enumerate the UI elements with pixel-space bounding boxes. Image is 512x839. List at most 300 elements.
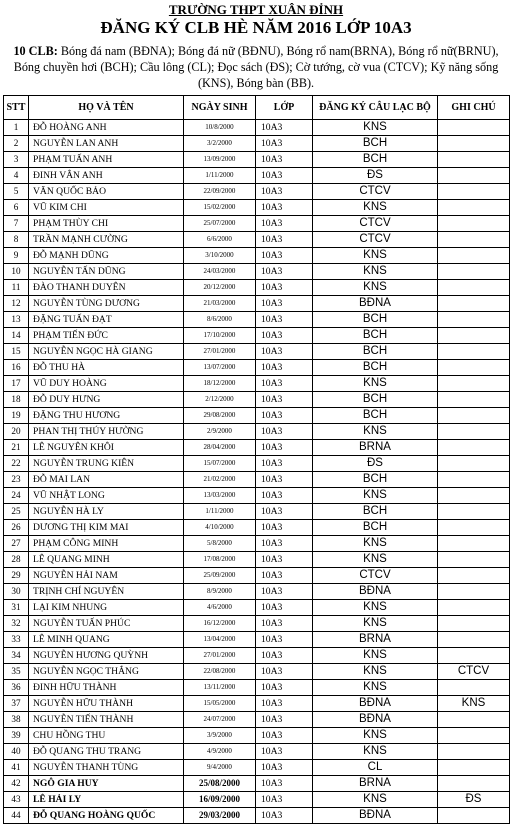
cell-stt: 43 (4, 792, 29, 808)
cell-club: BCH (313, 520, 438, 536)
cell-name: VĂN QUỐC BẢO (29, 184, 184, 200)
cell-name: NGUYỄN TẤN DŨNG (29, 264, 184, 280)
table-row (4, 680, 510, 696)
table-row (4, 152, 510, 168)
cell-note (438, 712, 510, 728)
cell-class: 10A3 (256, 440, 313, 456)
table-row (4, 296, 510, 312)
cell-dob: 21/02/2000 (184, 472, 256, 488)
school-name: TRƯỜNG THPT XUÂN ĐỈNH (168, 2, 344, 17)
cell-club: KNS (313, 264, 438, 280)
cell-dob: 13/11/2000 (184, 680, 256, 696)
cell-stt: 7 (4, 216, 29, 232)
cell-name: ĐINH HỮU THÀNH (29, 680, 184, 696)
cell-club: CTCV (313, 232, 438, 248)
cell-club: BĐNA (313, 696, 438, 712)
cell-name: LẠI KIM NHUNG (29, 600, 184, 616)
cell-name: PHẠM THÙY CHI (29, 216, 184, 232)
column-header-club: ĐĂNG KÝ CÂU LẠC BỘ (313, 96, 438, 120)
cell-club: BRNA (313, 776, 438, 792)
cell-class: 10A3 (256, 184, 313, 200)
cell-note (438, 760, 510, 776)
cell-name: NGUYỄN HƯƠNG QUỲNH (29, 648, 184, 664)
cell-class: 10A3 (256, 520, 313, 536)
cell-name: NGÔ GIA HUY (29, 776, 184, 792)
cell-stt: 22 (4, 456, 29, 472)
table-row (4, 136, 510, 152)
cell-stt: 28 (4, 552, 29, 568)
cell-stt: 9 (4, 248, 29, 264)
cell-class: 10A3 (256, 680, 313, 696)
cell-class: 10A3 (256, 456, 313, 472)
table-row (4, 184, 510, 200)
cell-note (438, 344, 510, 360)
cell-name: VŨ NHẬT LONG (29, 488, 184, 504)
cell-class: 10A3 (256, 248, 313, 264)
table-row (4, 376, 510, 392)
cell-note (438, 296, 510, 312)
cell-stt: 1 (4, 120, 29, 136)
cell-stt: 25 (4, 504, 29, 520)
cell-class: 10A3 (256, 168, 313, 184)
cell-class: 10A3 (256, 696, 313, 712)
table-row (4, 504, 510, 520)
cell-dob: 13/04/2000 (184, 632, 256, 648)
cell-dob: 5/8/2000 (184, 536, 256, 552)
cell-name: TRẦN MẠNH CƯỜNG (29, 232, 184, 248)
cell-club: BCH (313, 472, 438, 488)
cell-note (438, 376, 510, 392)
cell-stt: 19 (4, 408, 29, 424)
cell-stt: 13 (4, 312, 29, 328)
table-row (4, 264, 510, 280)
table-row (4, 488, 510, 504)
cell-class: 10A3 (256, 664, 313, 680)
document-title: ĐĂNG KÝ CLB HÈ NĂM 2016 LỚP 10A3 (100, 18, 412, 37)
cell-class: 10A3 (256, 536, 313, 552)
cell-name: TRỊNH CHÍ NGUYÊN (29, 584, 184, 600)
cell-club: KNS (313, 536, 438, 552)
cell-note (438, 136, 510, 152)
table-row (4, 424, 510, 440)
cell-note (438, 488, 510, 504)
cell-stt: 38 (4, 712, 29, 728)
cell-name: ĐẶNG THU HƯƠNG (29, 408, 184, 424)
cell-class: 10A3 (256, 760, 313, 776)
cell-class: 10A3 (256, 472, 313, 488)
cell-stt: 31 (4, 600, 29, 616)
cell-stt: 29 (4, 568, 29, 584)
cell-note: KNS (438, 696, 510, 712)
cell-note (438, 264, 510, 280)
cell-stt: 17 (4, 376, 29, 392)
cell-note (438, 328, 510, 344)
cell-dob: 25/07/2000 (184, 216, 256, 232)
cell-dob: 16/09/2000 (184, 792, 256, 808)
cell-dob: 28/04/2000 (184, 440, 256, 456)
cell-name: ĐẶNG TUẤN ĐẠT (29, 312, 184, 328)
cell-club: BCH (313, 360, 438, 376)
cell-class: 10A3 (256, 120, 313, 136)
cell-note: ĐS (438, 792, 510, 808)
table-row (4, 696, 510, 712)
cell-club: BĐNA (313, 296, 438, 312)
cell-note (438, 216, 510, 232)
cell-club: KNS (313, 616, 438, 632)
cell-class: 10A3 (256, 632, 313, 648)
cell-club: KNS (313, 728, 438, 744)
cell-dob: 1/11/2000 (184, 168, 256, 184)
cell-club: KNS (313, 424, 438, 440)
table-row (4, 600, 510, 616)
table-row (4, 648, 510, 664)
table-row (4, 216, 510, 232)
cell-note (438, 152, 510, 168)
cell-note (438, 392, 510, 408)
cell-stt: 16 (4, 360, 29, 376)
table-row (4, 552, 510, 568)
table-row (4, 536, 510, 552)
table-row (4, 760, 510, 776)
cell-club: BCH (313, 152, 438, 168)
cell-dob: 8/6/2000 (184, 312, 256, 328)
cell-name: LÊ QUANG MINH (29, 552, 184, 568)
cell-dob: 22/09/2000 (184, 184, 256, 200)
cell-club: BRNA (313, 632, 438, 648)
cell-class: 10A3 (256, 216, 313, 232)
cell-name: ĐÀO THANH DUYÊN (29, 280, 184, 296)
cell-name: NGUYỄN THANH TÙNG (29, 760, 184, 776)
cell-name: NGUYỄN HẢI NAM (29, 568, 184, 584)
cell-class: 10A3 (256, 648, 313, 664)
column-header-stt: STT (4, 96, 29, 120)
cell-name: VŨ KIM CHI (29, 200, 184, 216)
cell-note (438, 616, 510, 632)
cell-note (438, 568, 510, 584)
cell-note (438, 168, 510, 184)
cell-club: BCH (313, 312, 438, 328)
cell-dob: 15/05/2000 (184, 696, 256, 712)
cell-dob: 3/2/2000 (184, 136, 256, 152)
table-row (4, 568, 510, 584)
cell-dob: 1/11/2000 (184, 504, 256, 520)
cell-stt: 14 (4, 328, 29, 344)
cell-name: ĐỖ HOÀNG ANH (29, 120, 184, 136)
cell-stt: 3 (4, 152, 29, 168)
cell-dob: 24/07/2000 (184, 712, 256, 728)
cell-class: 10A3 (256, 488, 313, 504)
cell-dob: 10/8/2000 (184, 120, 256, 136)
cell-note (438, 424, 510, 440)
cell-note (438, 120, 510, 136)
cell-stt: 26 (4, 520, 29, 536)
cell-name: ĐINH VÂN ANH (29, 168, 184, 184)
cell-club: KNS (313, 280, 438, 296)
cell-class: 10A3 (256, 296, 313, 312)
cell-stt: 18 (4, 392, 29, 408)
cell-stt: 34 (4, 648, 29, 664)
cell-dob: 29/08/2000 (184, 408, 256, 424)
cell-dob: 3/9/2000 (184, 728, 256, 744)
cell-club: BĐNA (313, 808, 438, 824)
cell-dob: 9/4/2000 (184, 760, 256, 776)
cell-club: BCH (313, 344, 438, 360)
cell-stt: 12 (4, 296, 29, 312)
cell-name: LÊ HẢI LY (29, 792, 184, 808)
cell-class: 10A3 (256, 424, 313, 440)
club-list-label: 10 CLB: (13, 44, 58, 58)
cell-dob: 29/03/2000 (184, 808, 256, 824)
cell-note (438, 808, 510, 824)
cell-note: CTCV (438, 664, 510, 680)
cell-class: 10A3 (256, 344, 313, 360)
cell-note (438, 280, 510, 296)
table-row (4, 664, 510, 680)
table-row (4, 168, 510, 184)
cell-name: ĐỖ MẠNH DŨNG (29, 248, 184, 264)
cell-club: CTCV (313, 568, 438, 584)
cell-note (438, 456, 510, 472)
cell-name: ĐỖ QUANG THU TRANG (29, 744, 184, 760)
cell-name: NGUYỄN HÀ LY (29, 504, 184, 520)
cell-stt: 41 (4, 760, 29, 776)
cell-note (438, 232, 510, 248)
cell-club: KNS (313, 600, 438, 616)
table-row (4, 776, 510, 792)
table-row (4, 632, 510, 648)
table-row (4, 392, 510, 408)
cell-note (438, 408, 510, 424)
cell-club: CL (313, 760, 438, 776)
cell-stt: 44 (4, 808, 29, 824)
cell-stt: 42 (4, 776, 29, 792)
cell-class: 10A3 (256, 392, 313, 408)
cell-club: BCH (313, 392, 438, 408)
cell-dob: 17/10/2000 (184, 328, 256, 344)
cell-club: KNS (313, 200, 438, 216)
cell-club: KNS (313, 552, 438, 568)
table-row (4, 232, 510, 248)
cell-stt: 6 (4, 200, 29, 216)
cell-club: KNS (313, 744, 438, 760)
table-row (4, 440, 510, 456)
cell-class: 10A3 (256, 792, 313, 808)
table-row (4, 616, 510, 632)
cell-class: 10A3 (256, 232, 313, 248)
cell-stt: 20 (4, 424, 29, 440)
cell-name: NGUYỄN TÙNG DƯƠNG (29, 296, 184, 312)
cell-club: BCH (313, 136, 438, 152)
cell-note (438, 184, 510, 200)
cell-dob: 3/10/2000 (184, 248, 256, 264)
table-row (4, 728, 510, 744)
table-row (4, 360, 510, 376)
cell-note (438, 360, 510, 376)
table-row (4, 520, 510, 536)
cell-club: BCH (313, 408, 438, 424)
cell-club: BĐNA (313, 584, 438, 600)
cell-name: NGUYỄN TUẤN PHÚC (29, 616, 184, 632)
cell-dob: 13/07/2000 (184, 360, 256, 376)
cell-name: LÊ MINH QUANG (29, 632, 184, 648)
cell-club: KNS (313, 120, 438, 136)
cell-dob: 13/09/2000 (184, 152, 256, 168)
table-body (4, 120, 510, 824)
column-header-class: LỚP (256, 96, 313, 120)
table-row (4, 472, 510, 488)
cell-name: PHẠM TUẤN ANH (29, 152, 184, 168)
cell-class: 10A3 (256, 728, 313, 744)
table-row (4, 280, 510, 296)
cell-name: NGUYỄN TIẾN THÀNH (29, 712, 184, 728)
cell-note (438, 472, 510, 488)
cell-stt: 11 (4, 280, 29, 296)
cell-stt: 23 (4, 472, 29, 488)
table-row (4, 344, 510, 360)
cell-dob: 24/03/2000 (184, 264, 256, 280)
cell-dob: 13/03/2000 (184, 488, 256, 504)
table-row (4, 328, 510, 344)
cell-stt: 27 (4, 536, 29, 552)
cell-class: 10A3 (256, 568, 313, 584)
cell-dob: 21/03/2000 (184, 296, 256, 312)
cell-club: BRNA (313, 440, 438, 456)
cell-name: PHẠM CÔNG MINH (29, 536, 184, 552)
cell-note (438, 648, 510, 664)
cell-name: LÊ NGUYÊN KHÔI (29, 440, 184, 456)
cell-class: 10A3 (256, 584, 313, 600)
cell-stt: 10 (4, 264, 29, 280)
cell-class: 10A3 (256, 136, 313, 152)
cell-stt: 5 (4, 184, 29, 200)
cell-note (438, 744, 510, 760)
cell-class: 10A3 (256, 280, 313, 296)
cell-class: 10A3 (256, 376, 313, 392)
cell-club: BCH (313, 328, 438, 344)
cell-name: ĐỖ MAI LAN (29, 472, 184, 488)
cell-class: 10A3 (256, 360, 313, 376)
cell-note (438, 200, 510, 216)
cell-dob: 25/08/2000 (184, 776, 256, 792)
cell-name: NGUYỄN NGỌC THẮNG (29, 664, 184, 680)
cell-note (438, 584, 510, 600)
cell-club: BCH (313, 504, 438, 520)
cell-note (438, 504, 510, 520)
table-row (4, 792, 510, 808)
cell-dob: 6/6/2000 (184, 232, 256, 248)
column-header-note: GHI CHÚ (438, 96, 510, 120)
cell-class: 10A3 (256, 552, 313, 568)
cell-club: CTCV (313, 216, 438, 232)
table-row (4, 248, 510, 264)
cell-club: BĐNA (313, 712, 438, 728)
cell-stt: 40 (4, 744, 29, 760)
cell-dob: 20/12/2000 (184, 280, 256, 296)
cell-class: 10A3 (256, 264, 313, 280)
cell-dob: 27/01/2000 (184, 648, 256, 664)
table-row (4, 808, 510, 824)
table-row (4, 584, 510, 600)
cell-dob: 22/08/2000 (184, 664, 256, 680)
table-row (4, 712, 510, 728)
cell-class: 10A3 (256, 712, 313, 728)
table-row (4, 200, 510, 216)
cell-club: ĐS (313, 168, 438, 184)
cell-stt: 8 (4, 232, 29, 248)
cell-name: PHAN THỊ THÚY HƯỜNG (29, 424, 184, 440)
cell-note (438, 536, 510, 552)
table-header-row (4, 96, 510, 120)
cell-club: KNS (313, 664, 438, 680)
cell-dob: 8/9/2000 (184, 584, 256, 600)
cell-name: NGUYỄN HỮU THÀNH (29, 696, 184, 712)
cell-note (438, 552, 510, 568)
cell-dob: 27/01/2000 (184, 344, 256, 360)
cell-class: 10A3 (256, 776, 313, 792)
cell-dob: 4/10/2000 (184, 520, 256, 536)
cell-name: ĐỖ THU HÀ (29, 360, 184, 376)
cell-club: KNS (313, 792, 438, 808)
cell-stt: 33 (4, 632, 29, 648)
cell-name: DƯƠNG THỊ KIM MAI (29, 520, 184, 536)
table-row (4, 312, 510, 328)
cell-name: NGUYỄN TRUNG KIÊN (29, 456, 184, 472)
cell-stt: 2 (4, 136, 29, 152)
table-row (4, 408, 510, 424)
cell-stt: 35 (4, 664, 29, 680)
cell-class: 10A3 (256, 328, 313, 344)
cell-club: KNS (313, 376, 438, 392)
cell-dob: 25/09/2000 (184, 568, 256, 584)
cell-dob: 15/07/2000 (184, 456, 256, 472)
cell-class: 10A3 (256, 312, 313, 328)
cell-note (438, 680, 510, 696)
cell-dob: 15/02/2000 (184, 200, 256, 216)
cell-name: NGUYỄN LAN ANH (29, 136, 184, 152)
cell-stt: 21 (4, 440, 29, 456)
cell-note (438, 312, 510, 328)
cell-class: 10A3 (256, 152, 313, 168)
table-row (4, 456, 510, 472)
cell-class: 10A3 (256, 600, 313, 616)
cell-class: 10A3 (256, 744, 313, 760)
club-list-text: Bóng đá nam (BĐNA); Bóng đá nữ (BĐNU), Bóng rổ nam(BRNA), Bóng rổ nữ(BRNU), Bóng chuyền hơi (BCH); Cầu lông (CL); Đọc sách (ĐS); Cờ tướng, cờ vua (CTCV); Kỹ năng sống (KNS), Bóng bàn (BB). (13, 44, 499, 90)
cell-note (438, 776, 510, 792)
cell-note (438, 728, 510, 744)
cell-club: CTCV (313, 184, 438, 200)
table-row (4, 744, 510, 760)
cell-class: 10A3 (256, 504, 313, 520)
cell-stt: 32 (4, 616, 29, 632)
registration-table (3, 95, 510, 824)
cell-club: KNS (313, 248, 438, 264)
cell-stt: 30 (4, 584, 29, 600)
cell-dob: 2/12/2000 (184, 392, 256, 408)
cell-note (438, 248, 510, 264)
cell-stt: 39 (4, 728, 29, 744)
club-list-intro (6, 43, 506, 91)
cell-stt: 15 (4, 344, 29, 360)
cell-club: ĐS (313, 456, 438, 472)
cell-club: KNS (313, 488, 438, 504)
table-row (4, 120, 510, 136)
cell-dob: 18/12/2000 (184, 376, 256, 392)
cell-name: VŨ DUY HOÀNG (29, 376, 184, 392)
cell-name: ĐỖ DUY HƯNG (29, 392, 184, 408)
cell-stt: 36 (4, 680, 29, 696)
cell-class: 10A3 (256, 616, 313, 632)
cell-stt: 24 (4, 488, 29, 504)
